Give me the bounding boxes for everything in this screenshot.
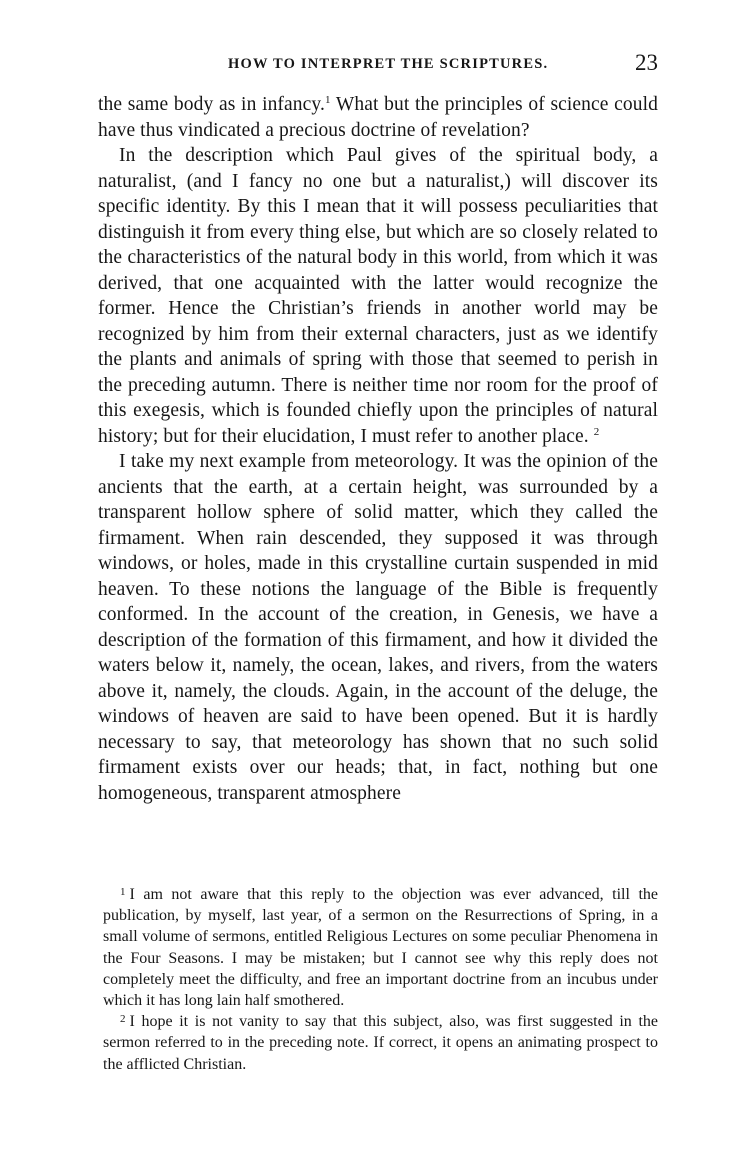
footnote-2-text: I hope it is not vanity to say that this subject, also, was first suggested in the sermon referred to in the preceding note. If correct, it opens an animating prospect to the afflicted Christian. bbox=[103, 1013, 658, 1073]
footnote-ref-1: 1 bbox=[324, 94, 331, 106]
footnote-1 bbox=[103, 884, 658, 1011]
footnote-2-mark: 2 bbox=[120, 1013, 126, 1026]
paragraph-1 bbox=[98, 92, 658, 143]
paragraph-2-text: In the description which Paul gives of the spiritual body, a naturalist, (and I fancy no one but a naturalist,) will discover its specific identity. By this I mean that it will possess peculiarities that distinguish it from every thing else, but which are so closely related to the characteristics of the natural body in this world, from which it was derived, that one acquainted with the latter would recognize the former. Hence the Christian’s friends in another world may be recognized by him from their external characters, just as we identify the plants and animals of spring with those that seemed to perish in the preceding autumn. There is neither time nor room for the proof of this exegesis, which is founded chiefly upon the principles of natural history; but for their elucidation, I must refer to another place. bbox=[98, 145, 658, 447]
main-text bbox=[98, 92, 658, 806]
page-number: 23 bbox=[635, 50, 658, 75]
paragraph-1-text-cont: What but the principles of science could have thus vindicated a precious doctrine of revelation? bbox=[98, 94, 658, 141]
footnote-1-text: I am not aware that this reply to the objection was ever advanced, till the publication, by myself, last year, of a sermon on the Resurrections of Spring, in a small volume of sermons, entitled Religious Lectures on some peculiar Phenomena in the Four Seasons. I may be mistaken; but I cannot see why this reply does not completely meet the difficulty, and free an important doctrine from an incubus under which it has long lain half smothered. bbox=[103, 886, 658, 1010]
page-header bbox=[98, 50, 658, 80]
footnotes bbox=[103, 884, 658, 1075]
footnote-1-mark: 1 bbox=[120, 886, 126, 898]
paragraph-3: I take my next example from meteorology. It was the opinion of the ancients that the earth, at a certain height, was surrounded by a transparent hollow sphere of solid matter, which they called the firmament. When rain descended, they supposed it was through windows, or holes, made in this crystalline curtain suspended in mid heaven. To these notions the language of the Bible is frequently conformed. In the account of the creation, in Genesis, we have a description of the formation of this firmament, and how it divided the waters below it, namely, the ocean, lakes, and rivers, from the waters above it, namely, the clouds. Again, in the account of the deluge, the windows of heaven are said to have been opened. But it is hardly necessary to say, that meteorology has shown that no such solid firmament exists over our heads; that, in fact, nothing but one homogeneous, transparent atmosphere bbox=[98, 451, 658, 804]
footnote-ref-2: 2 bbox=[593, 425, 600, 438]
paragraph-2 bbox=[98, 143, 658, 449]
footnote-2 bbox=[103, 1011, 658, 1075]
paragraph-1-text: the same body as in infancy. bbox=[98, 94, 325, 115]
running-title: HOW TO INTERPRET THE SCRIPTURES. bbox=[228, 56, 549, 72]
